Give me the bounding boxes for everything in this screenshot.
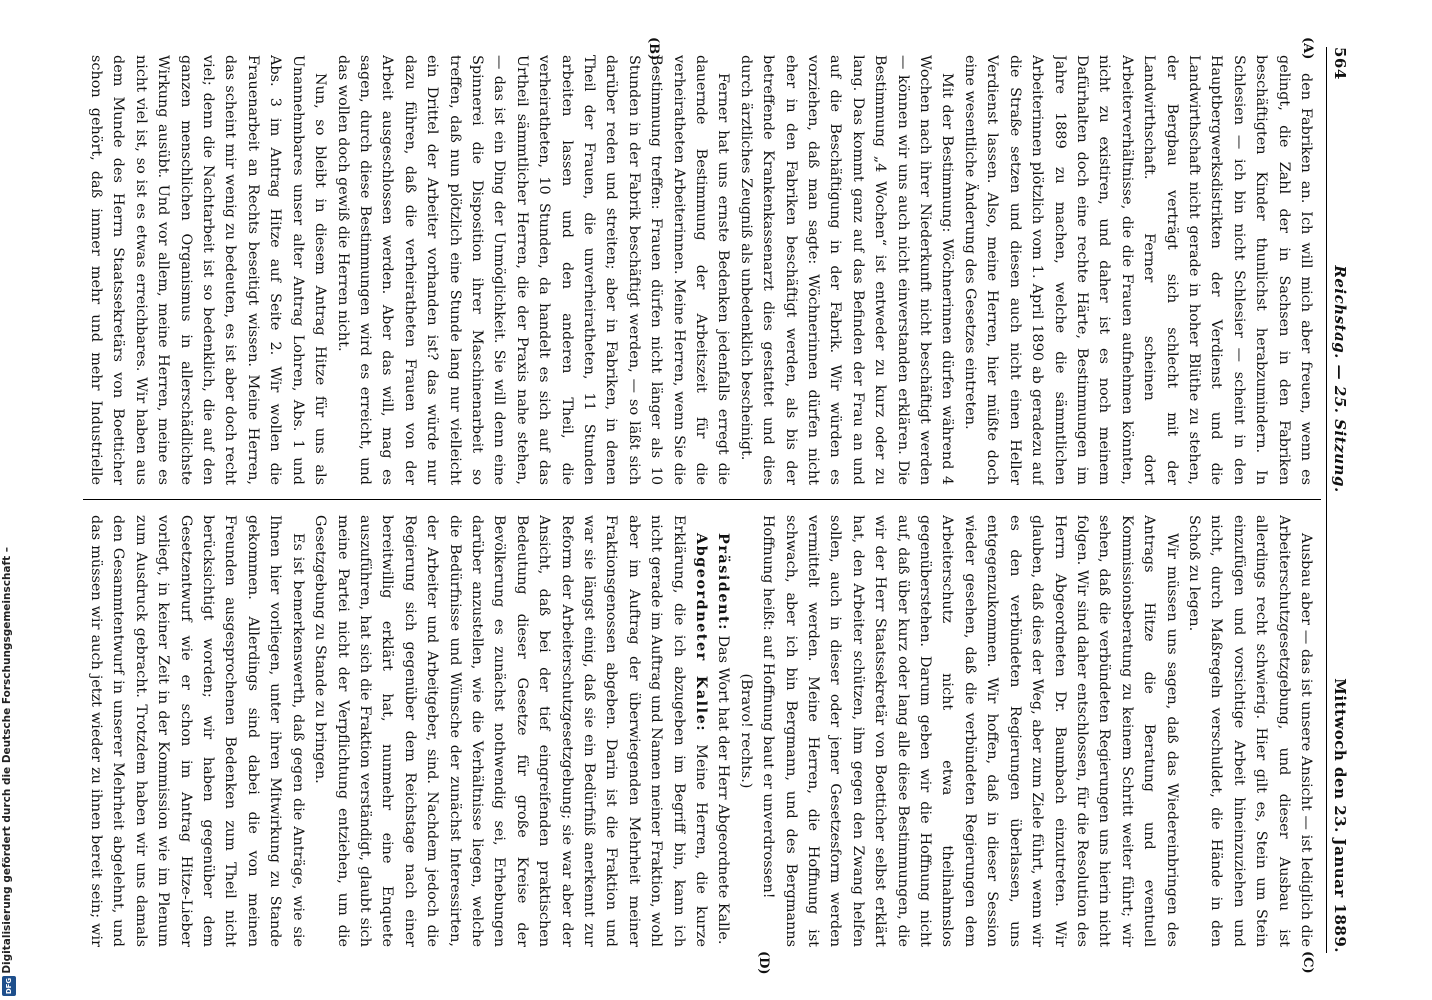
- margin-mark-d: (D): [756, 951, 771, 975]
- speaker-name: Abgeordneter Kalle:: [693, 533, 711, 733]
- rotated-page-content: [71, 35, 1361, 975]
- president-paragraph: [712, 515, 734, 947]
- margin-mark-b: (B): [646, 37, 661, 61]
- digitization-credit: Digitalisierung gefördert durch die Deutsche Forschungsgemeinschaft –: [1, 547, 13, 974]
- paragraph: den Fabriken an. Ich will mich aber freuen, wenn es gelingt, die Zahl der in Sachsen in den Fabriken beschäftigten Kinder thunlichst herabzumindern. In Schlesien — ich bin nicht Schlesier — scheint in den Hauptbergwerksdistrikten der Verdienst und die Landwirthschaft nicht gerade in hoher Blüthe zu stehen, der Bergbau verträgt sich schlecht mit der Landwirthschaft. Ferner scheinen dort Arbeiterverhältnisse, die die Frauen aufnehmen könnten, nicht zu existiren, und daher ist es noch meinem Dafürhalten doch eine rechte Härte, Bestimmungen im Jahre 1889 zu machen, welche die sämmtlichen Arbeiterinnen plötzlich vom 1. April 1890 ab geradezu auf die Straße setzen und diesen auch nicht einen Heller Verdienst lassen. Also, meine Herren, hier müßte doch eine wesentliche Änderung des Gesetzes eintreten.: [961, 55, 1314, 485]
- margin-mark-c: (C): [1300, 951, 1315, 974]
- page-date: Mittwoch den 23. Januar 1889.: [1331, 678, 1349, 953]
- paragraph: Ausbau aber — das ist unsere Ansicht — ist lediglich die Arbeiterschutzgesetzgebung, und dieser Ausbau ist allerdings recht schwierig. Hier gilt es, Stein um Stein einzufügen und vorsichtige Arbeit hineinzuziehen und nicht, durch Maßregeln verschuldet, die Hände in den Schoß zu legen.: [1185, 515, 1314, 947]
- paragraph: Ferner hat uns ernste Bedenken jedenfalls erregt die dauernde Bestimmung der Arbeitszeit für die verheiratheten Arbeiterinnen. Meine Herren, wenn Sie die Bestimmung treffen: Frauen dürfen nicht länger als 10 Stunden in der Fabrik beschäftigt werden, — so läßt sich darüber reden und streiten; aber in Fabriken, in denen Theil der Frauen, die unverheiratheten, 11 Stunden arbeiten lassen und den anderen Theil, die verheiratheten, 10 Stunden, da handelt es sich auf das Urtheil sämmtlicher Herren, die der Praxis nahe stehen, — das ist ein Ding der Unmöglichkeit. Sie will denn eine Spinnerei die Disposition ihrer Maschinenarbeit so treffen, daß nun plötzlich eine Stunde lang nur vielleicht ein Drittel der Arbeiter vorhanden ist? das würde nur dazu führen, daß die verheiratheten Frauen von der Arbeit ausgeschlossen werden. Aber das will, mag es sagen, durch diese Bestimmungen wird es erreicht, und das wollen doch gewiß die Herren nicht.: [334, 55, 732, 485]
- page-header: [1326, 47, 1353, 953]
- paragraph: Wir müssen uns sagen, daß das Wiedereinbringen des Antrags Hitze die Beratung und eventuell Kommissionsberatung zu keinem Schritt weiter führt; wir sehen, daß die verbündeten Regierungen uns hierin nicht folgen. Wir sind daher entschlossen, für die Resolution des Herrn Abgeordneten Dr. Baumbach einzutreten. Wir glauben, daß dies der Weg, aber zum Ziele führt, wenn wir es den verbündeten Regierungen überlassen, uns entgegenzukommen. Wir hoffen, daß in dieser Session wieder gesehen, daß die verbündeten Regierungen dem Arbeiterschutz nicht etwa theilnahmslos gegenüberstehen. Darum geben wir die Hoffnung nicht auf, daß über kurz oder lang alle diese Bestimmungen, die wir der Herr Staatssekretär von Boetticher selbst erklärt hat, den Arbeiter schützen, ihm gegen den Zwang helfen sollen, auch in dieser oder jener Gesetzesform werden vermittelt werden. Meine Herren, die Hoffnung ist schwach, aber ich bin Bergmann, und des Bergmanns Hoffnung heißt: auf Hoffnung baut er unverdrossen!: [760, 515, 1180, 947]
- speech-text: Meine Herren, die kurze Erklärung, die ich abzugeben im Begriff bin, kann ich nicht gerade im Auftrag und Namen meiner Fraktion, wohl aber im Auftrag der überwiegenden Mehrheit meiner Fraktionsgenossen abgeben. Darin ist die Fraktion und war sie längst einig, daß sie ein Bedürfniß anerkennt zur Reform der Arbeiterschutzgesetzgebung; sie war aber der Ansicht, daß bei der tief eingreifenden praktischen Bedeutung dieser Gesetze für große Kreise der Bevölkerung es zunächst nothwendig sei, Erhebungen darüber anzustellen, wie die Verhältnisse liegen, welche die Bedürfnisse und Wünsche der zunächst Interessirten, der Arbeiter und Arbeitgeber, sind. Nachdem jedoch die Regierung sich gegenüber dem Reichstage nach einer bereitwillig erklärt hat, nunmehr eine Enquete auszuführen, hat sich die Fraktion verständigt, glaubt sich meine Partei nicht der Verpflichtung entziehen, um die Gesetzgebung zu Stande zu bringen.: [312, 515, 710, 947]
- paragraph: Mit der Bestimmung: Wöchnerinnen dürfen während 4 Wochen nach ihrer Niederkunft nicht beschäftigt werden — können wir uns auch nicht einverstanden erklären. Die Bestimmung „4 Wochen“ ist entweder zu kurz oder zu lang. Das kommt ganz auf das Befinden der Frau an und auf die Beschäftigung in der Fabrik. Wir würden es vorziehen, daß man sagte: Wöchnerinnen dürfen nicht eher in den Fabriken beschäftigt werden, als bis der betreffende Krankenkassenarzt dies gestattet und dies durch ärztliches Zeugniß als unbedenklich bescheinigt.: [737, 55, 956, 485]
- page-title: Reichstag. — 25. Sitzung.: [1331, 265, 1349, 493]
- page-number: 564: [1331, 47, 1349, 80]
- left-column: [81, 55, 1317, 485]
- speaker-name: Präsident:: [715, 533, 733, 631]
- speech-text: Das Wort hat der Herr Abgeordnete Kalle.: [715, 635, 732, 945]
- margin-mark-a: (A): [1300, 37, 1315, 60]
- paragraph: Nun, so bleibt in diesem Antrag Hitze für uns als Unannehmbares unser alter Antrag Lohren, Abs. 1 und Abs. 3 im Antrag Hitze auf Seite 2. Wir wollen die Frauenarbeit an Rechts beseitigt wissen. Meine Herren, das scheint mir wenig zu bedeuten, es ist aber doch recht viel; denn die Nachtarbeit ist so bedenklich, die auf den ganzen menschlichen Organismus in allerschädlichste Wirkung ausübt. Und vor allem, meine Herren, meine es nicht viel ist, so ist es etwas erreichbares. Wir haben aus dem Munde des Herrn Staatssekretärs von Boetticher schon gehört, daß immer mehr und mehr Industrielle: [88, 55, 329, 485]
- dfg-logo: DFG: [2, 976, 16, 996]
- digitization-credit-strip: [0, 0, 18, 1000]
- column-divider: [83, 499, 1321, 500]
- paragraph: Es ist bemerkenswerth, daß gegen die Anträge, wie sie Ihnen hier vorliegen, unter ihren Mitwirkung zu Stande gekommen. Allerdings sind dabei die von meinen Freunden ausgesprochenen Bedenken zum Theil nicht berücksichtigt worden; wir haben gegenüber dem Gesetzentwurf wie er schon im Antrag Hitze-Lieber vorliegt, in keiner Zeit in der Kommission wie im Plenum zum Ausdruck gebracht. Trotzdem haben wir uns damals den Gesammtentwurf in unserer Mehrheit abgelehnt, und das müssen wir auch jetzt wieder zu ihnen bereit sein; wir: [88, 515, 306, 947]
- right-column: [81, 515, 1317, 947]
- kalle-paragraph: [309, 515, 712, 947]
- applause-note: (Bravo! rechts.): [737, 673, 754, 789]
